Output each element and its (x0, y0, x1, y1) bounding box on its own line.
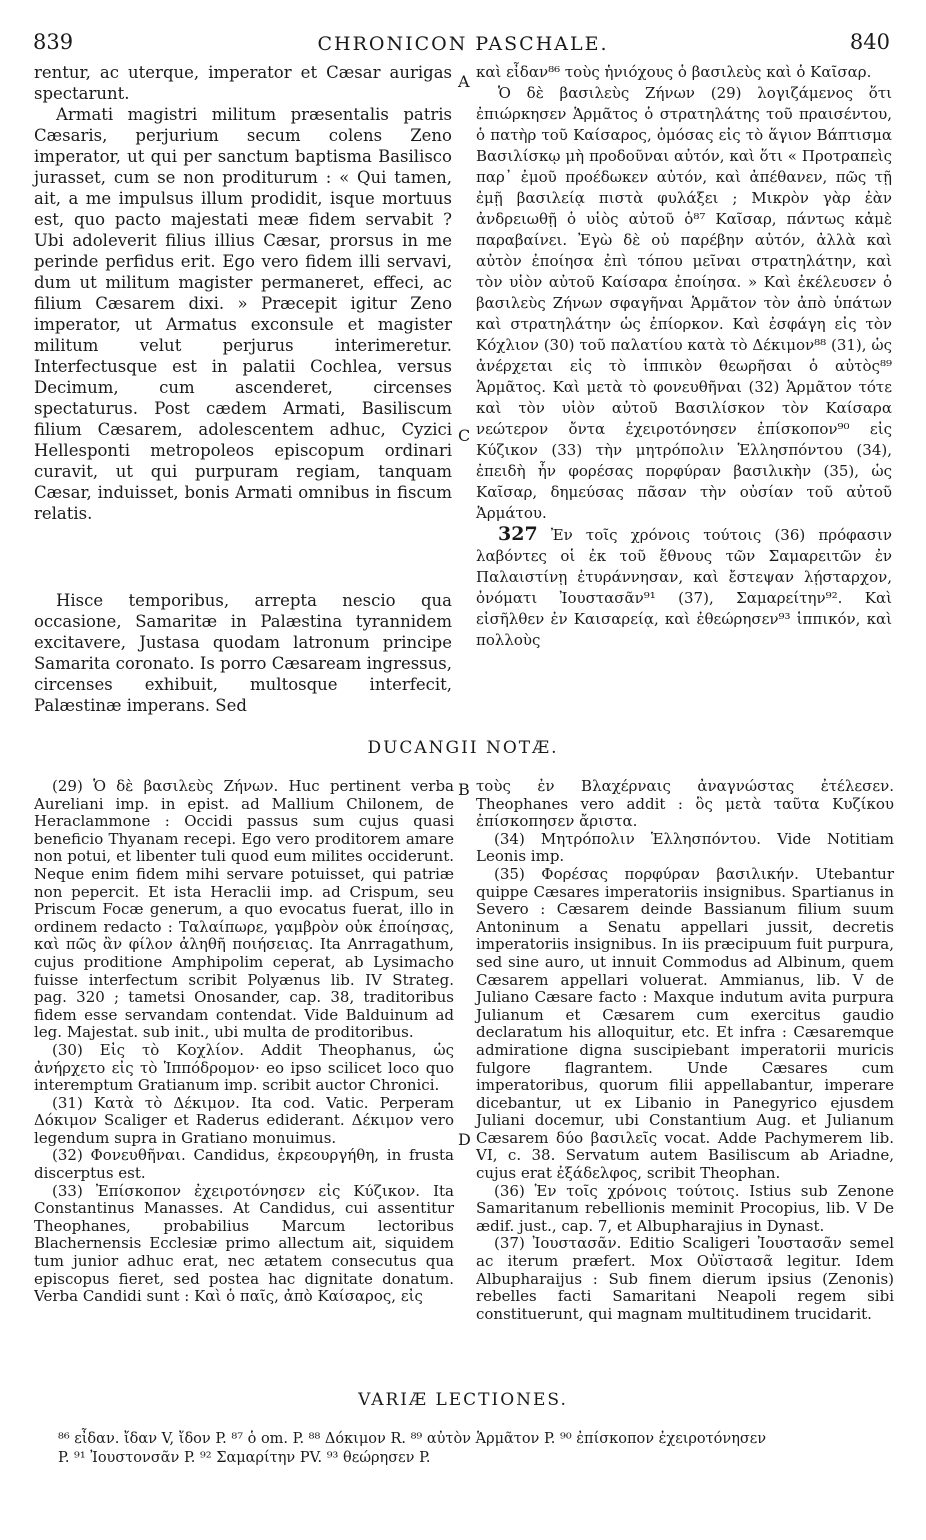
note-entry: (34) Μητρόπολιν Ἑλλησπόντου. Vide Notitiam Leonis imp. (476, 829, 894, 866)
note-entry: (36) Ἐν τοῖς χρόνοις τούτοις. Istius sub Zenone Samaritanum rebellionis meminit Procopius, lib. V De ædif. just., cap. 7, et Albupharajius in Dynast. (476, 1181, 894, 1235)
greek-paragraph: καὶ εἶδαν⁸⁶ τοὺς ἡνιόχους ὁ βασιλεὺς καὶ ὁ Καῖσαρ. (476, 63, 872, 81)
note-entry: (30) Εἰς τὸ Κοχλίον. Addit Theophanus, ὡς ἀνήρχετο εἰς τὸ Ἱππόδρομον· eo ipso scilicet loco quo interemptum Gratianum imp. scribit auctor Chronici. (34, 1040, 454, 1095)
margin-letter-b: B (458, 780, 470, 799)
margin-letter-a: A (458, 72, 470, 91)
page-number-left: 839 (33, 30, 74, 54)
note-entry: (33) Ἐπίσκοπον ἐχειροτόνησεν εἰς Κύζικον. Ita Constantinus Manasses. At Candidus, cui assentitur Theophanes, probabilius Marcum lectoribus Blachernensis Ecclesiæ primo allectum ait, siquidem tum junior adhuc erat, nec ætatem consecutus qua episcopus fieret, sed postea hac dignitate donatum. Verba Candidi sunt : Καὶ ὁ παῖς, ἀπὸ Καίσαρος, εἰς (34, 1181, 454, 1306)
variae-line: ⁸⁶ εἶδαν. ἴδαν V, ἴδον P. ⁸⁷ ὁ om. P. ⁸⁸ Δόκιμον R. ⁸⁹ αὐτὸν Ἁρμᾶτον P. ⁹⁰ ἐπίσκοπον ἐχειροτόνησεν (58, 1431, 767, 1447)
greek-paragraph (476, 524, 892, 651)
variae-title: VARIÆ LECTIONES. (358, 1390, 568, 1410)
notes-left-column (34, 778, 454, 1306)
latin-column (34, 62, 452, 524)
variae-line: P. ⁹¹ Ἰουστονσᾶν P. ⁹² Σαμαρίτην PV. ⁹³ θεώρησεν P. (58, 1450, 431, 1466)
section-number: 327 (498, 523, 538, 545)
note-entry: (31) Κατὰ τὸ Δέκιμον. Ita cod. Vatic. Perperam Δόκιμον Scaliger et Raderus ediderant. Δέκιμον vero legendum supra in Gratiano monuimus. (34, 1093, 454, 1147)
latin-column-lower (34, 590, 452, 716)
running-title: CHRONICON PASCHALE. (317, 33, 609, 55)
note-entry: (32) Φονευθῆναι. Candidus, ἐκρεουργήθη, in frusta discerptus est. (34, 1146, 454, 1183)
variae-lectiones (58, 1430, 898, 1468)
greek-paragraph: Ὁ δὲ βασιλεὺς Ζήνων (29) λογιζάμενος ὅτι ἐπιώρκησεν Ἁρμᾶτος ὁ στρατηλάτης τοῦ πραισέντου, ὁ πατὴρ τοῦ Καίσαρος, ὀμόσας εἰς τὸ ἅγιον Βάπτισμα Βασιλίσκῳ μὴ προδοῦναι αὐτόν, καὶ ὅτι « Προτραπεὶς παρ᾽ ἐμοῦ προέδωκεν αὐτόν, καὶ ἀπέθανεν, πῶς τῇ ἐμῇ βασιλείᾳ πιστὰ φυλάξει ; Μικρὸν γὰρ ἐὰν ἀνδρειωθῇ ὁ υἱὸς αὐτοῦ ὁ⁸⁷ Καῖσαρ, πάντως κἀμὲ παραβαίνει. Ἐγὼ δὲ οὐ παρέβην αὐτόν, ἀλλὰ καὶ αὐτὸν ἐποίησα ἐπὶ τόπου μεῖναι στρατηλάτην, καὶ τὸν υἱὸν αὐτοῦ Καίσαρα ἐποίησα. » Καὶ ἐκέλευσεν ὁ βασιλεὺς Ζήνων σφαγῆναι Ἁρμᾶτον τὸν ἀπὸ ὑπάτων καὶ στρατηλάτην ὡς ἐπίορκον. Καὶ ἐσφάγη εἰς τὸν Κόχλιον (30) τοῦ παλατίου κατὰ τὸ Δέκιμον⁸⁸ (31), ὡς ἀνέρχεται εἰς τὸ ἱππικὸν θεωρῆσαι ὁ αὐτὸς⁸⁹ Ἁρμᾶτος. Καὶ μετὰ τὸ φονευθῆναι (32) Ἁρμᾶτον τότε καὶ τὸν υἱὸν αὐτοῦ Βασιλίσκον τὸν Καίσαρα νεώτερον ὄντα ἐχειροτόνησεν ἐπίσκοπον⁹⁰ εἰς Κύζικον (33) τὴν μητρόπολιν Ἑλλησπόντου (34), ἐπειδὴ ἦν φορέσας πορφύραν βασιλικὴν (35), ὡς Καῖσαρ, δημεύσας πᾶσαν τὴν οὐσίαν τοῦ αὐτοῦ Ἁρμάτου. (476, 84, 892, 522)
page-number-right: 840 (849, 30, 890, 54)
greek-column (476, 62, 892, 651)
greek-paragraph-text: Ἐν τοῖς χρόνοις τούτοις (36) πρόφασιν λαβόντες οἱ ἐκ τοῦ ἔθνους τῶν Σαμαρειτῶν ἐν Παλαιστίνῃ ἐτυράννησαν, καὶ ἔστεψαν λῄσταρχον, ὀνόματι Ἰουστασᾶν⁹¹ (37), Σαμαρείτην⁹². Καὶ εἰσῆλθεν ἐν Καισαρείᾳ, καὶ ἐθεώρησεν⁹³ ἱππικόν, καὶ πολλοὺς (476, 526, 892, 649)
note-entry: (37) Ἰουστασᾶν. Editio Scaligeri Ἰουστασᾶν semel ac iterum præfert. Mox Οὐϊστασᾶ legitur. Idem Albupharaijus : Sub finem dierum ipsius (Zenonis) rebelles facti Samaritani Neapoli regem sibi constituerunt, qui magnam multitudinem trucidarit. (476, 1234, 894, 1323)
latin-paragraph: rentur, ac uterque, imperator et Cæsar aurigas spectarunt. (34, 63, 452, 103)
notes-right-column (476, 778, 894, 1323)
notes-title: DUCANGII NOTÆ. (367, 738, 559, 758)
note-entry: τοὺς ἐν Βλαχέρναις ἀναγνώστας ἐτέλεσεν. Theophanes vero addit : ὃς μετὰ ταῦτα Κυζίκου ἐπίσκοπησεν ἄριστα. (476, 777, 894, 831)
latin-paragraph: Armati magistri militum præsentalis patris Cæsaris, perjurium secum colens Zeno imperator, ut qui per sanctum baptisma Basilisco jurasset, cum se non proditurum : « Qui tamen, ait, a me impulsus illum prodidit, isque mortuus est, quo pacto majestati meæ fidem servabit ? Ubi adoleverit filius illius Cæsar, prorsus in me perinde perfidus erit. Ego vero fidem illi servavi, dum ut militum magister permaneret, effeci, ac filium Cæsarem dixi. » Præcepit igitur Zeno imperator, ut Armatus exconsule et magister militum velut perjurus interimeretur. Interfectusque est in palatii Cochlea, versus Decimum, cum ascenderet, circenses spectaturus. Post cædem Armati, Basiliscum filium Cæsarem, adolescentem adhuc, Cyzici Hellesponti metropoleos episcopum ordinari curavit, ut qui purpuram regiam, tanquam Cæsar, induisset, bonis Armati omnibus in fiscum relatis. (34, 105, 452, 523)
note-entry: (35) Φορέσας πορφύραν βασιλικήν. Utebantur quippe Cæsares imperatoriis insignibus. Spartianus in Severo : Cæsarem deinde Bassianum filium suum Antoninum a Senatu appellari jussit, decretis imperatoriis insignibus. In iis præcipuum fuit purpura, sed sine auro, ut innuit Commodus ad Albinum, quem Cæsarem appellari voluerat. Ammianus, lib. V de Juliano Cæsare facto : Maxque indutum avita purpura Julianum et Cæsarem cum exercitus gaudio declaratum his alloquitur, etc. Et infra : Cæsaremque admiratione digna suscipiebant imperatorii muricis fulgore flagrantem. Unde Cæsares cum imperatoribus, quorum filii appellabantur, imperare dicebantur, ut ex Libanio in Panegyrico ejusdem Juliani docemur, ubi Constantium Aug. et Julianum Cæsarem δύο βασιλεῖς vocat. Adde Pachymerem lib. VI, c. 38. Servatum autem Basiliscum ab Ariadne, cujus erat ἐξάδελφος, scribit Theophan. (476, 864, 894, 1183)
margin-letter-d: D (458, 1130, 471, 1149)
margin-letter-c: C (458, 426, 471, 445)
note-entry: (29) Ὁ δὲ βασιλεὺς Ζήνων. Huc pertinent verba Aureliani imp. in epist. ad Mallium Chilonem, de Heraclammone : Occidi passus sum cujus quasi beneficio Thyanam recepi. Ego vero proditorem amare non potui, et libenter tuli quod eum milites occiderunt. Neque enim fidem mihi servare potuisset, qui patriæ non pepercit. Et ista Heraclii imp. ad Crispum, seu Priscum Focæ generum, a quo evocatus fuerat, illo in ordinem redacto : Ταλαίπωρε, γαμβρὸν οὐκ ἐποίησας, καὶ πῶς ἂν φίλον ἀληθῆ ποιήσειας. Ita Anrragathum, cujus proditione Amphipolim ceperat, ab Lysimacho fuisse interfectum scribit Polyænus lib. IV Strateg. pag. 320 ; tametsi Onosander, cap. 38, traditoribus fidem esse servandam contendat. Vide Balduinum ad leg. Majestat. sub init., ubi multa de proditoribus. (34, 777, 454, 1042)
latin-paragraph: Hisce temporibus, arrepta nescio qua occasione, Samaritæ in Palæstina tyrannidem excitavere, Justasa quodam latronum principe Samarita coronato. Is porro Cæsaream ingressus, circenses exhibuit, multosque interfecit, Palæstinæ imperans. Sed (34, 591, 452, 715)
